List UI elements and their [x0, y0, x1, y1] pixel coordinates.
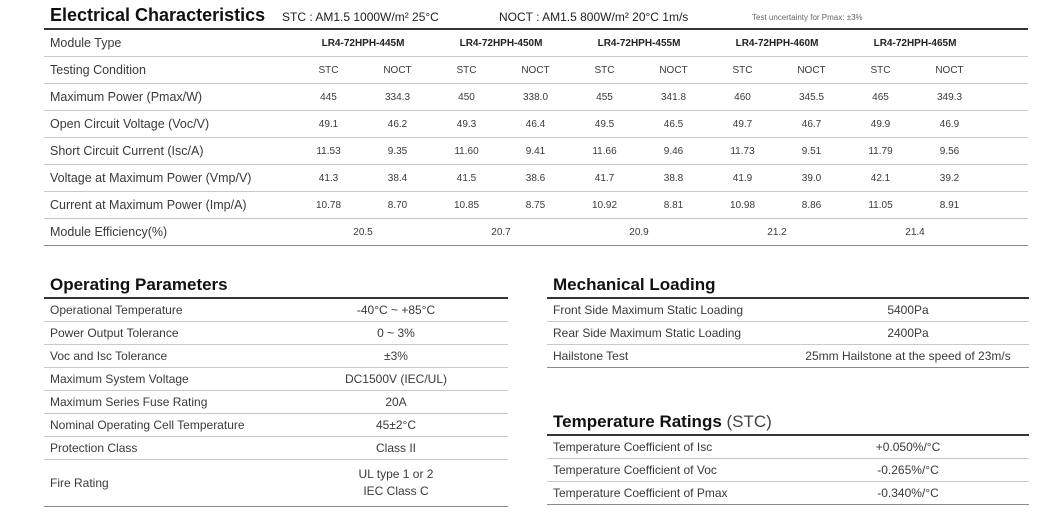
- row-label: Module Efficiency(%): [44, 219, 294, 246]
- param-value: +0.050%/°C: [787, 435, 1029, 459]
- param-label: Maximum System Voltage: [44, 368, 284, 391]
- param-label: Temperature Coefficient of Voc: [547, 459, 787, 482]
- noct-value: 38.6: [501, 165, 570, 192]
- noct-cell: NOCT: [363, 57, 432, 84]
- spacer-cell: [984, 138, 1028, 165]
- temperature-title: [553, 412, 772, 432]
- noct-value: 341.8: [639, 84, 708, 111]
- stc-value: 41.7: [570, 165, 639, 192]
- table-row: [44, 437, 508, 460]
- noct-value: 46.4: [501, 111, 570, 138]
- stc-value: 41.9: [708, 165, 777, 192]
- noct-value: 46.2: [363, 111, 432, 138]
- param-label: Front Side Maximum Static Loading: [547, 298, 787, 322]
- noct-cell: NOCT: [501, 57, 570, 84]
- stc-conditions: STC : AM1.5 1000W/m² 25°C: [282, 10, 439, 24]
- param-value: DC1500V (IEC/UL): [284, 368, 508, 391]
- param-label: Operational Temperature: [44, 298, 284, 322]
- stc-value: 49.5: [570, 111, 639, 138]
- noct-value: 46.5: [639, 111, 708, 138]
- param-value: 0 ~ 3%: [284, 322, 508, 345]
- table-row: [44, 298, 508, 322]
- row-module-type: [44, 29, 1028, 57]
- stc-value: 49.7: [708, 111, 777, 138]
- noct-cell: NOCT: [639, 57, 708, 84]
- noct-value: 9.35: [363, 138, 432, 165]
- table-row: [44, 322, 508, 345]
- spacer-cell: [984, 165, 1028, 192]
- fire-rating-line2: IEC Class C: [363, 484, 429, 498]
- noct-value: 9.51: [777, 138, 846, 165]
- table-row: [44, 414, 508, 437]
- param-label: Power Output Tolerance: [44, 322, 284, 345]
- mechanical-table: [547, 297, 1029, 368]
- spacer-cell: [984, 29, 1028, 57]
- row-imp: [44, 192, 1028, 219]
- row-label: Voltage at Maximum Power (Vmp/V): [44, 165, 294, 192]
- param-value: 25mm Hailstone at the speed of 23m/s: [787, 345, 1029, 368]
- noct-value: 9.56: [915, 138, 984, 165]
- noct-value: 345.5: [777, 84, 846, 111]
- stc-value: 465: [846, 84, 915, 111]
- table-row: [547, 298, 1029, 322]
- stc-value: 11.66: [570, 138, 639, 165]
- param-value: Class II: [284, 437, 508, 460]
- module-name: LR4-72HPH-465M: [846, 29, 984, 57]
- row-efficiency: [44, 219, 1028, 246]
- noct-value: 349.3: [915, 84, 984, 111]
- spacer-cell: [984, 219, 1028, 246]
- row-label: Open Circuit Voltage (Voc/V): [44, 111, 294, 138]
- electrical-title: Electrical Characteristics: [50, 5, 266, 25]
- operating-table: [44, 297, 508, 507]
- noct-value: 9.41: [501, 138, 570, 165]
- operating-title: Operating Parameters: [50, 275, 228, 294]
- stc-value: 41.5: [432, 165, 501, 192]
- param-value: ±3%: [284, 345, 508, 368]
- stc-value: 42.1: [846, 165, 915, 192]
- param-value: 45±2°C: [284, 414, 508, 437]
- stc-value: 11.79: [846, 138, 915, 165]
- noct-value: 338.0: [501, 84, 570, 111]
- table-row: [547, 459, 1029, 482]
- stc-value: 10.78: [294, 192, 363, 219]
- row-pmax: [44, 84, 1028, 111]
- row-isc: [44, 138, 1028, 165]
- spacer-cell: [984, 57, 1028, 84]
- param-label: Rear Side Maximum Static Loading: [547, 322, 787, 345]
- uncertainty-note: Test uncertainty for Pmax: ±3%: [752, 13, 863, 22]
- noct-value: 39.0: [777, 165, 846, 192]
- table-row: [44, 345, 508, 368]
- table-row: [44, 460, 508, 507]
- noct-value: 38.4: [363, 165, 432, 192]
- param-label: Nominal Operating Cell Temperature: [44, 414, 284, 437]
- noct-value: 8.75: [501, 192, 570, 219]
- module-name: LR4-72HPH-445M: [294, 29, 432, 57]
- param-label: Voc and Isc Tolerance: [44, 345, 284, 368]
- stc-value: 10.85: [432, 192, 501, 219]
- table-row: [547, 435, 1029, 459]
- noct-value: 8.86: [777, 192, 846, 219]
- param-value: -0.340%/°C: [787, 482, 1029, 505]
- temperature-title-main: Temperature Ratings: [553, 412, 722, 431]
- row-label: Current at Maximum Power (Imp/A): [44, 192, 294, 219]
- row-label: Short Circuit Current (Isc/A): [44, 138, 294, 165]
- stc-value: 10.92: [570, 192, 639, 219]
- efficiency-value: 20.5: [294, 219, 432, 246]
- stc-cell: STC: [708, 57, 777, 84]
- noct-cell: NOCT: [777, 57, 846, 84]
- fire-rating-line1: UL type 1 or 2: [358, 467, 434, 481]
- stc-value: 10.98: [708, 192, 777, 219]
- stc-value: 49.1: [294, 111, 363, 138]
- noct-value: 334.3: [363, 84, 432, 111]
- stc-value: 445: [294, 84, 363, 111]
- temperature-table: [547, 434, 1029, 505]
- electrical-table: [44, 28, 1028, 246]
- noct-value: 46.9: [915, 111, 984, 138]
- stc-cell: STC: [846, 57, 915, 84]
- stc-cell: STC: [432, 57, 501, 84]
- row-vmp: [44, 165, 1028, 192]
- stc-value: 11.73: [708, 138, 777, 165]
- mechanical-title: Mechanical Loading: [553, 275, 716, 294]
- row-label: Maximum Power (Pmax/W): [44, 84, 294, 111]
- noct-value: 8.70: [363, 192, 432, 219]
- stc-value: 49.3: [432, 111, 501, 138]
- stc-value: 41.3: [294, 165, 363, 192]
- stc-cell: STC: [294, 57, 363, 84]
- param-value: 20A: [284, 391, 508, 414]
- stc-value: 460: [708, 84, 777, 111]
- stc-value: 11.60: [432, 138, 501, 165]
- row-label: Testing Condition: [44, 57, 294, 84]
- module-name: LR4-72HPH-460M: [708, 29, 846, 57]
- stc-value: 11.53: [294, 138, 363, 165]
- temperature-title-suffix: (STC): [721, 412, 772, 431]
- param-value: -0.265%/°C: [787, 459, 1029, 482]
- efficiency-value: 21.2: [708, 219, 846, 246]
- module-name: LR4-72HPH-450M: [432, 29, 570, 57]
- table-row: [547, 322, 1029, 345]
- noct-value: 38.8: [639, 165, 708, 192]
- efficiency-value: 20.7: [432, 219, 570, 246]
- param-label: Temperature Coefficient of Pmax: [547, 482, 787, 505]
- stc-value: 11.05: [846, 192, 915, 219]
- noct-conditions: NOCT : AM1.5 800W/m² 20°C 1m/s: [499, 10, 689, 24]
- stc-value: 455: [570, 84, 639, 111]
- module-name: LR4-72HPH-455M: [570, 29, 708, 57]
- param-value: 5400Pa: [787, 298, 1029, 322]
- row-voc: [44, 111, 1028, 138]
- table-row: [547, 482, 1029, 505]
- stc-cell: STC: [570, 57, 639, 84]
- stc-value: 49.9: [846, 111, 915, 138]
- param-label: Fire Rating: [44, 460, 284, 507]
- row-testing-condition: [44, 57, 1028, 84]
- noct-value: 39.2: [915, 165, 984, 192]
- noct-value: 8.81: [639, 192, 708, 219]
- param-value: 2400Pa: [787, 322, 1029, 345]
- spacer-cell: [984, 192, 1028, 219]
- table-row: [44, 368, 508, 391]
- param-label: Hailstone Test: [547, 345, 787, 368]
- spacer-cell: [984, 111, 1028, 138]
- row-label: Module Type: [44, 29, 294, 57]
- efficiency-value: 21.4: [846, 219, 984, 246]
- noct-value: 46.7: [777, 111, 846, 138]
- table-row: [547, 345, 1029, 368]
- param-label: Protection Class: [44, 437, 284, 460]
- param-value: -40°C ~ +85°C: [284, 298, 508, 322]
- electrical-header: [44, 2, 1028, 28]
- param-label: Temperature Coefficient of Isc: [547, 435, 787, 459]
- stc-value: 450: [432, 84, 501, 111]
- noct-value: 9.46: [639, 138, 708, 165]
- param-label: Maximum Series Fuse Rating: [44, 391, 284, 414]
- spacer-cell: [984, 84, 1028, 111]
- noct-cell: NOCT: [915, 57, 984, 84]
- param-value: [284, 460, 508, 507]
- noct-value: 8.91: [915, 192, 984, 219]
- table-row: [44, 391, 508, 414]
- efficiency-value: 20.9: [570, 219, 708, 246]
